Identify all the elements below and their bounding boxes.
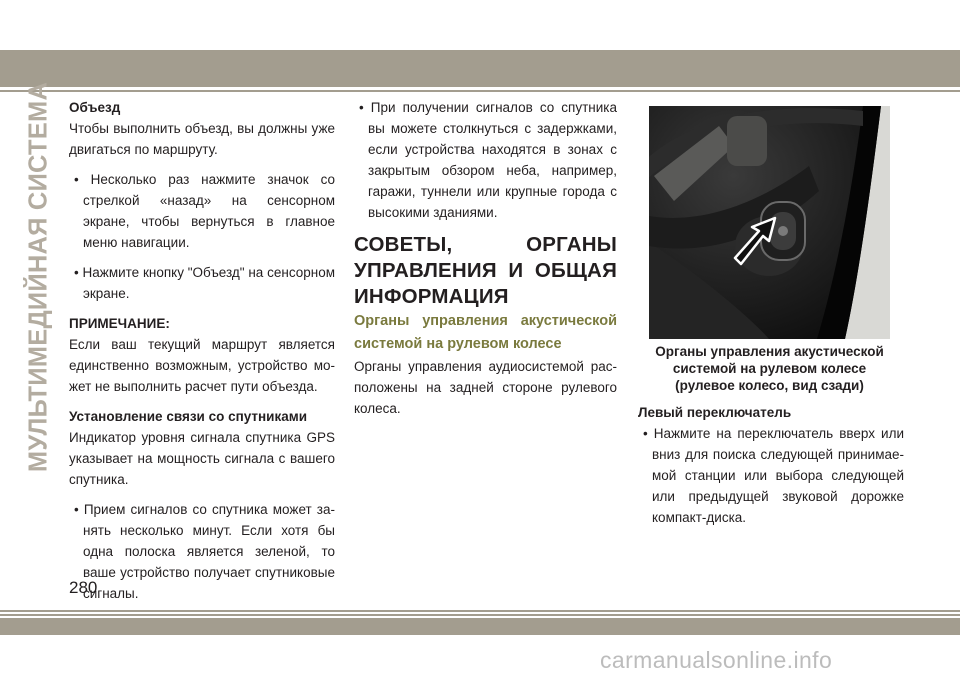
- satellite-bullet: • Прием сигналов со спутника может занять несколько минут. Если хотя бы одна полоска является зеленой, то ваше устройство получает спутниковые сигналы.: [74, 502, 335, 601]
- satellite-text: Индикатор уровня сигнала спутника GPS указывает на мощность сигнала с вашего спутника.: [69, 430, 335, 487]
- column-2: [354, 97, 617, 428]
- section-side-title: [19, 81, 59, 473]
- bottom-decor-line-2: [0, 614, 960, 616]
- steering-audio-body: Органы управления аудиосистемой расположены на задней стороне рулевого колеса.: [354, 359, 617, 416]
- detour-bullet-button: • Нажмите кнопку "Объезд" на сенсорном экране.: [74, 265, 335, 301]
- bottom-decor-line: [0, 610, 960, 612]
- watermark-text: carmanualsonline.info: [600, 647, 833, 673]
- bottom-decor-band: [0, 618, 960, 635]
- satellite-delay-bullet: • При получении сигналов со спутника вы можете столкнуться с задержками, если устройства находятся в зонах с закрытым обзором неба, например, гаражи, туннели или крупные города с высокими зданиями.: [359, 100, 617, 220]
- detour-bullet-back: • Несколько раз нажмите значок со стрелкой «назад» на сенсорном экране, чтобы вернуться в главное меню навигации.: [74, 172, 335, 250]
- photo-caption: Органы управления акустической системой на рулевом колесе (рулевое колесо, вид сзади): [655, 344, 884, 393]
- left-switch-heading: Левый переключатель: [638, 405, 792, 420]
- page-number: 280: [69, 578, 98, 597]
- column-3: [638, 402, 904, 537]
- detour-intro: Чтобы выполнить объезд, вы должны уже двигаться по маршруту.: [69, 121, 335, 157]
- top-decor-band: [0, 50, 960, 87]
- note-label: ПРИМЕЧАНИЕ:: [69, 316, 170, 331]
- left-switch-bullet: • Нажмите на переключатель вверх или вниз для поиска следующей принимаемой станции или выбора следующей или предыдущей звуковой дорожке компакт-диска.: [643, 426, 904, 525]
- note-text: Если ваш текущий маршрут является единственно возможным, устройство может не выполнить расчет пути объезда.: [69, 337, 335, 394]
- section-heading: СОВЕТЫ, ОРГАНЫ УПРАВЛЕНИЯ И ОБЩАЯ ИНФОРМАЦИЯ: [354, 233, 617, 308]
- detour-heading: Объезд: [69, 100, 121, 115]
- top-decor-line: [0, 90, 960, 92]
- satellite-heading: Установление связи со спутниками: [69, 409, 308, 424]
- side-title-text: МУЛЬТИМЕДИЙНАЯ СИСТЕМА: [24, 81, 53, 473]
- steering-audio-subheading: Органы управления акустической системой на рулевом колесе: [354, 313, 617, 352]
- column-1: [69, 97, 335, 613]
- steering-controls-photo: [649, 106, 890, 339]
